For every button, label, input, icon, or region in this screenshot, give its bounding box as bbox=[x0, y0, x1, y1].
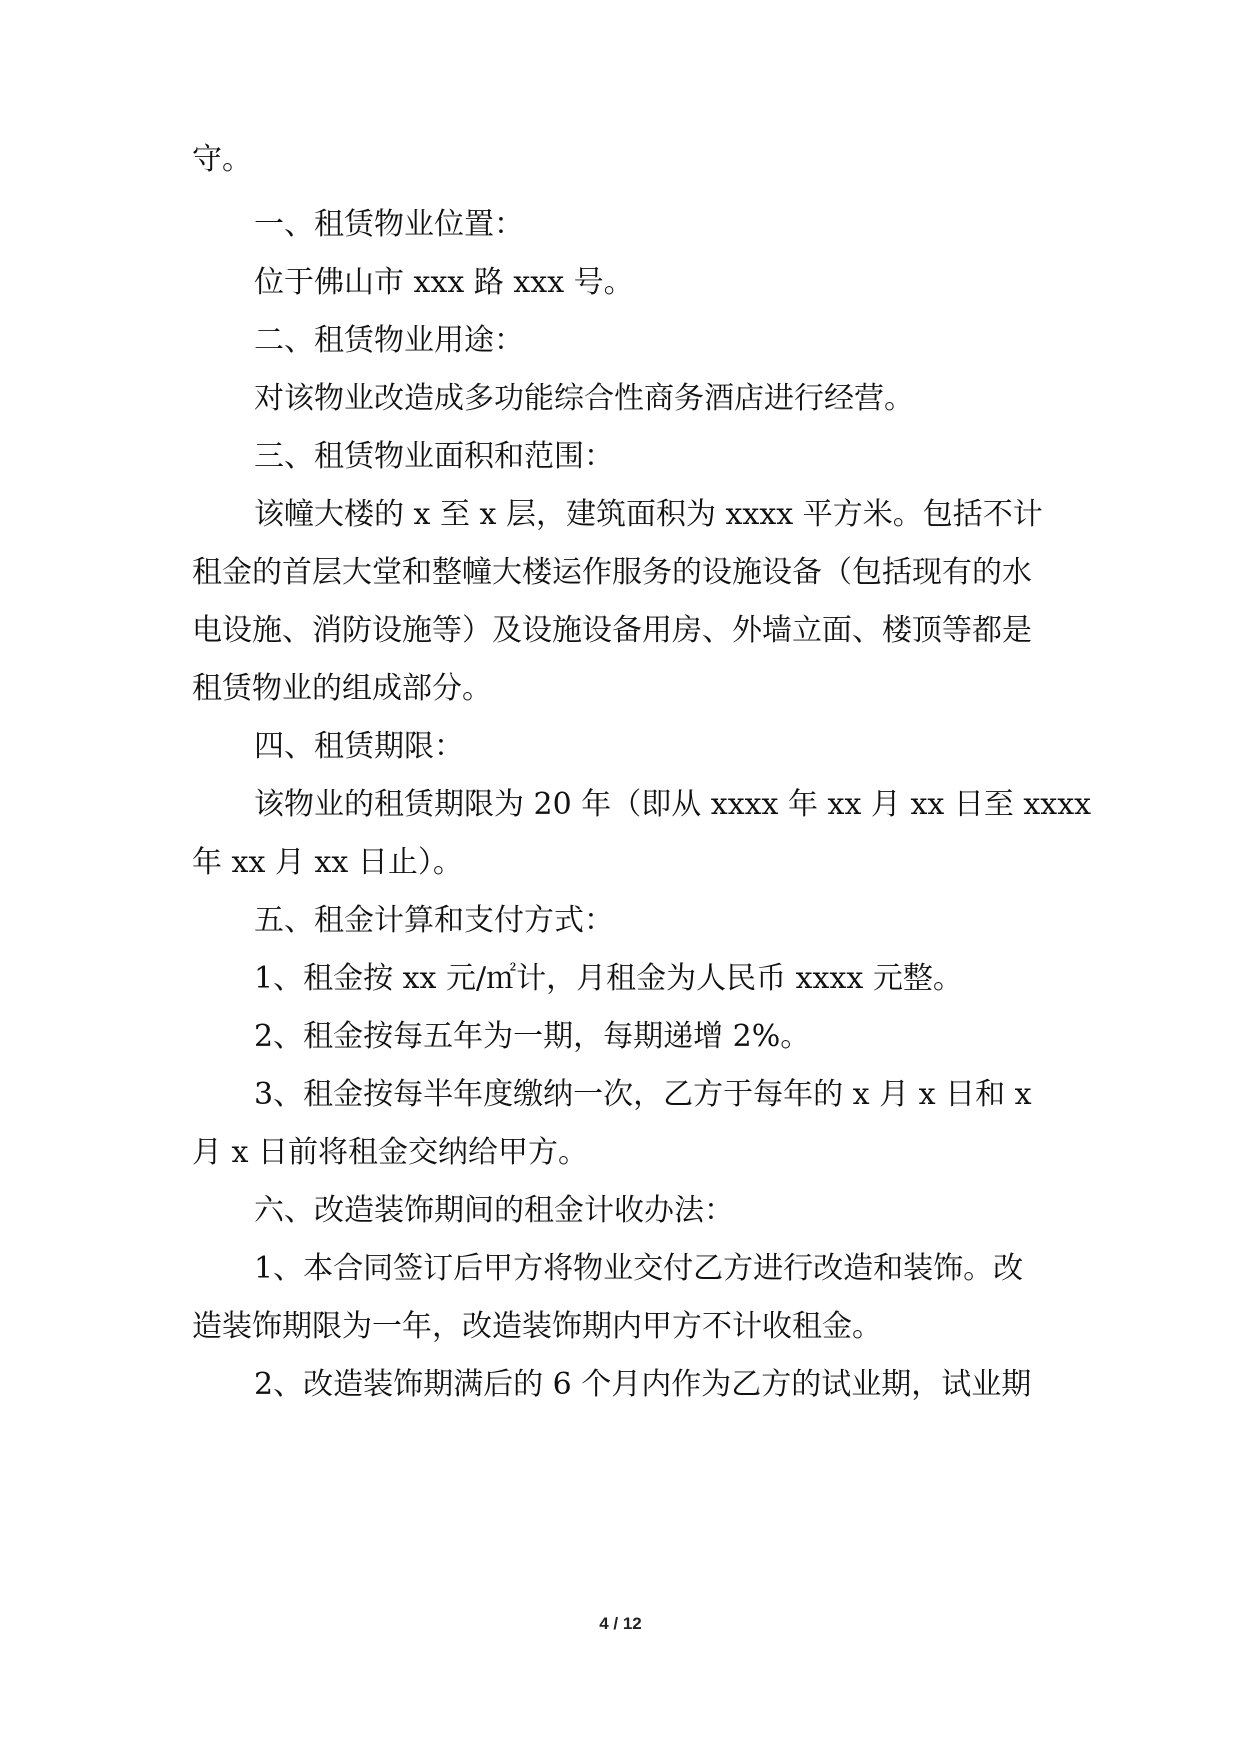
text-line: 租金的首层大堂和整幢大楼运作服务的设施设备（包括现有的水 bbox=[192, 555, 1032, 590]
page-number: 4 / 12 bbox=[599, 1614, 642, 1633]
text-line: 守。 bbox=[192, 142, 252, 177]
text-line: 月 x 日前将租金交纳给甲方。 bbox=[192, 1135, 588, 1170]
section-heading-rent: 五、租金计算和支付方式： bbox=[254, 903, 614, 938]
text-line: 位于佛山市 xxx 路 xxx 号。 bbox=[254, 265, 634, 300]
section-heading-purpose: 二、租赁物业用途： bbox=[254, 323, 524, 358]
text-line: 造装饰期限为一年，改造装饰期内甲方不计收租金。 bbox=[192, 1309, 882, 1344]
text-line: 1、本合同签订后甲方将物业交付乙方进行改造和装饰。改 bbox=[254, 1251, 1024, 1286]
text-line: 2、改造装饰期满后的 6 个月内作为乙方的试业期，试业期 bbox=[254, 1367, 1032, 1402]
section-heading-renovation: 六、改造装饰期间的租金计收办法： bbox=[254, 1193, 734, 1228]
section-heading-term: 四、租赁期限： bbox=[254, 729, 464, 764]
section-heading-location: 一、租赁物业位置： bbox=[254, 207, 524, 242]
text-line: 对该物业改造成多功能综合性商务酒店进行经营。 bbox=[254, 381, 914, 416]
text-line: 电设施、消防设施等）及设施设备用房、外墙立面、楼顶等都是 bbox=[192, 613, 1032, 648]
text-line: 2、租金按每五年为一期，每期递增 2%。 bbox=[254, 1019, 811, 1054]
text-line: 该幢大楼的 x 至 x 层，建筑面积为 xxxx 平方米。包括不计 bbox=[254, 497, 1043, 532]
text-line: 年 xx 月 xx 日止）。 bbox=[192, 845, 463, 880]
text-line: 1、租金按 xx 元/㎡计，月租金为人民币 xxxx 元整。 bbox=[254, 961, 963, 996]
section-heading-area: 三、租赁物业面积和范围： bbox=[254, 439, 614, 474]
text-line: 租赁物业的组成部分。 bbox=[192, 671, 492, 706]
text-line: 3、租金按每半年度缴纳一次，乙方于每年的 x 月 x 日和 x bbox=[254, 1077, 1032, 1112]
text-line: 该物业的租赁期限为 20 年（即从 xxxx 年 xx 月 xx 日至 xxxx bbox=[254, 787, 1092, 822]
